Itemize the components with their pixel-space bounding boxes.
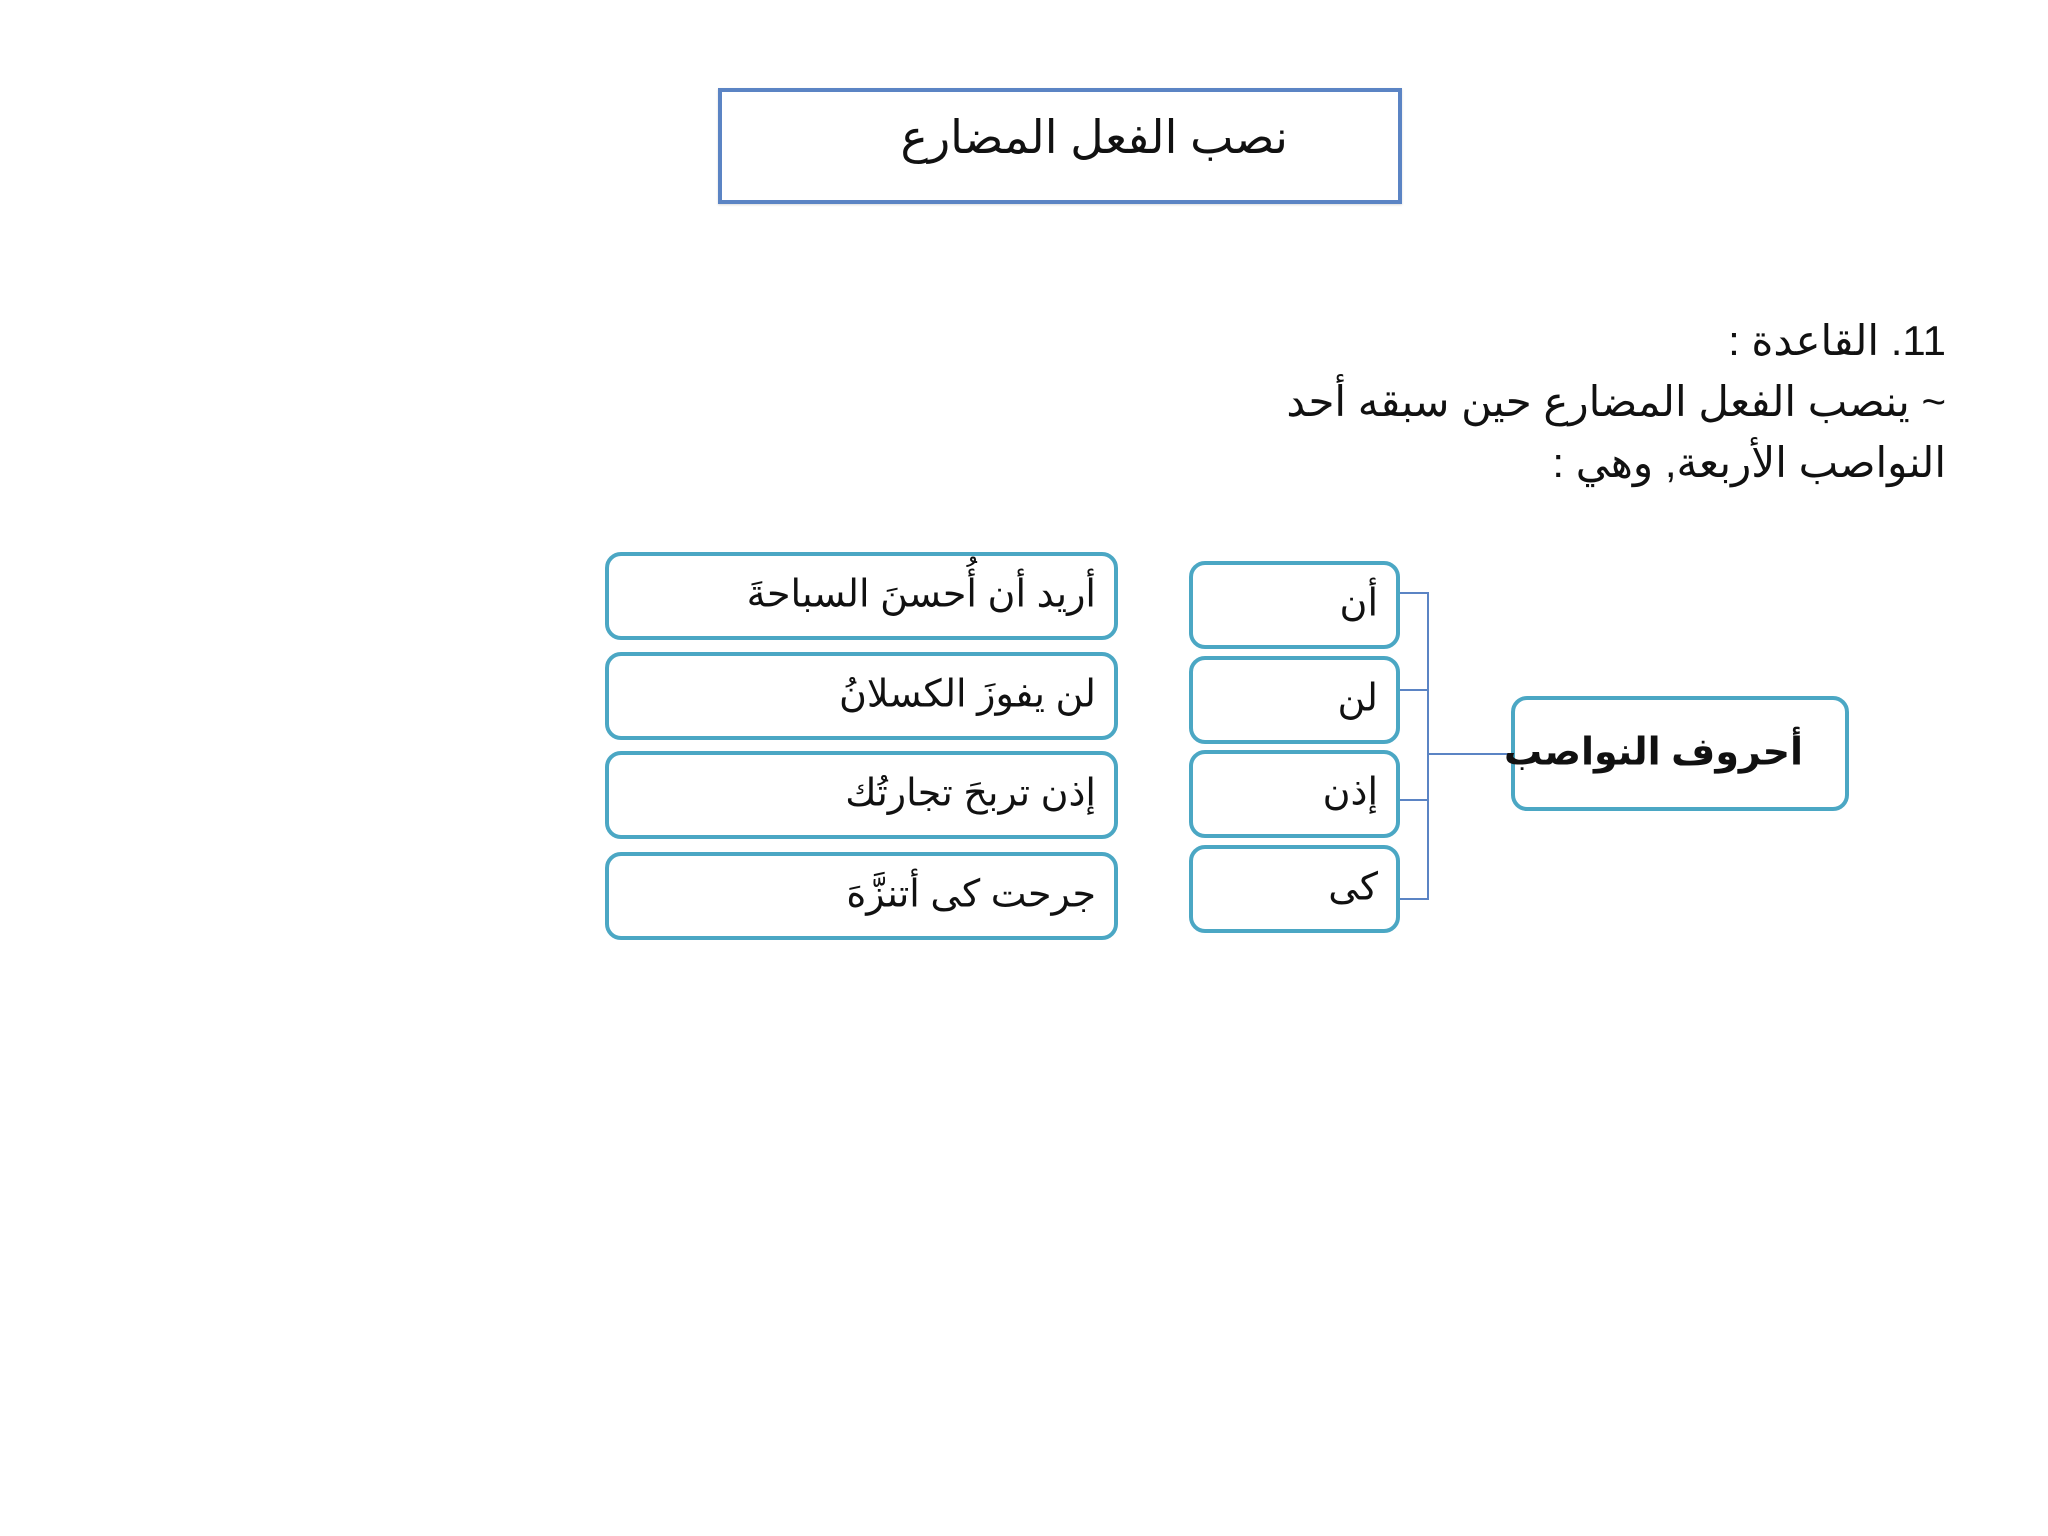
category-text: أحروف النواصب [1504,730,1803,773]
example-box-an [605,552,1118,640]
particle-box-kay [1189,845,1400,933]
particle-text: إذن [1322,771,1378,814]
example-text: لن يفوزَ الكسلانُ [838,673,1096,716]
particle-box-lan [1189,656,1400,744]
rule-heading: 11. القاعدة : [1728,317,1946,364]
particle-box-an [1189,561,1400,649]
example-text: أريد أن أُحسنَ السباحةَ [746,573,1096,616]
example-box-lan [605,652,1118,740]
rule-line-1: ~ ينصب الفعل المضارع حين سبقه أحد [1286,378,1946,425]
particle-text: كى [1328,866,1378,909]
bracket-line [1400,593,1428,899]
category-box [1504,696,1849,811]
particle-box-idhan [1189,750,1400,838]
rule-line-2: النواصب الأربعة, وهي : [1552,439,1946,486]
example-text: جرحت كى أتنزَّهَ [846,873,1096,916]
particle-text: لن [1337,677,1378,720]
page-title: نصب الفعل المضارع [900,111,1288,163]
particle-text: أن [1339,582,1378,625]
example-box-kay [605,852,1118,940]
example-text: إذن تربحَ تجارتُك [845,772,1096,815]
example-box-idhan [605,751,1118,839]
